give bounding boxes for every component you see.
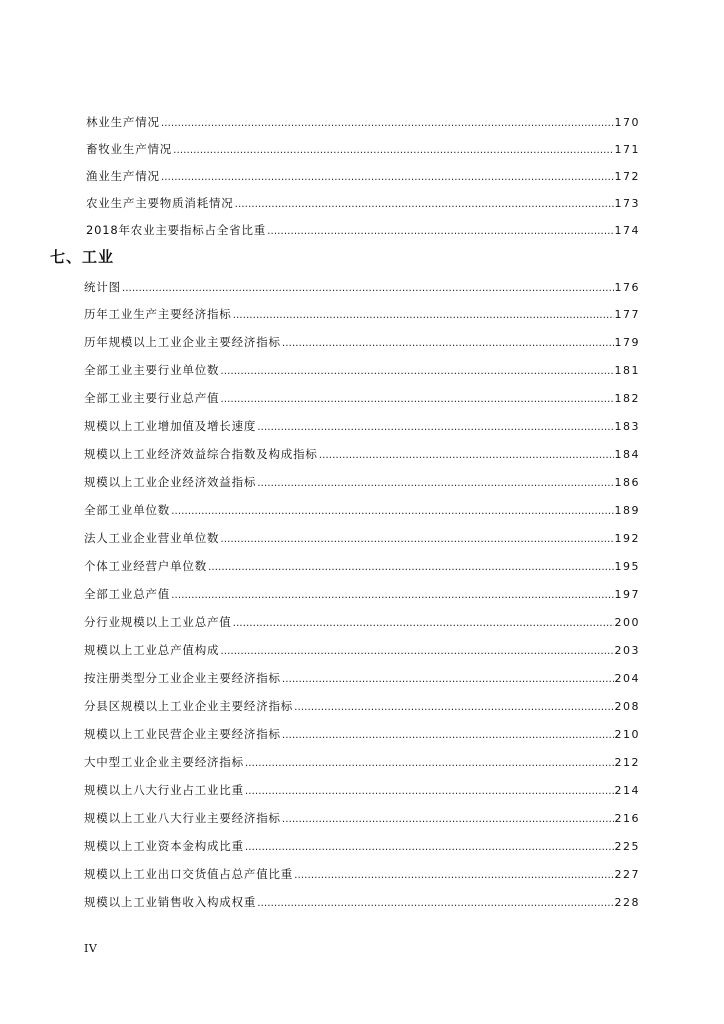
toc-entry-title: 统计图: [84, 280, 121, 294]
toc-leader-dots: [235, 199, 614, 210]
toc-entry-page: 171: [614, 143, 640, 156]
toc-leader-dots: [267, 226, 613, 237]
toc-entry-title: 渔业生产情况: [86, 169, 160, 183]
toc-leader-dots: [282, 674, 614, 685]
toc-entry[interactable]: [84, 894, 640, 912]
toc-entry[interactable]: [84, 838, 640, 856]
toc-entry-title: 按注册类型分工业企业主要经济指标: [84, 671, 281, 685]
toc-leader-dots: [282, 338, 614, 349]
toc-entry[interactable]: [84, 446, 640, 464]
toc-entry[interactable]: [84, 279, 640, 297]
toc-entry-title: 历年工业生产主要经济指标: [84, 307, 232, 321]
page-number: IV: [84, 942, 98, 955]
toc-entry[interactable]: [86, 141, 640, 159]
toc-entry-page: 189: [614, 504, 640, 517]
toc-entry[interactable]: [86, 222, 640, 240]
toc-entry-page: 186: [614, 476, 640, 489]
toc-entry[interactable]: [84, 782, 640, 800]
toc-entry-title: 全部工业总产值: [84, 587, 171, 601]
toc-leader-dots: [233, 618, 614, 629]
toc-entry-title: 法人工业企业营业单位数: [84, 531, 220, 545]
toc-leader-dots: [257, 898, 613, 909]
toc-entry[interactable]: [86, 195, 640, 213]
toc-entry[interactable]: [84, 502, 640, 520]
toc-entry-page: 182: [614, 392, 640, 405]
toc-entry[interactable]: [86, 168, 640, 186]
toc-entry-page: 212: [614, 756, 640, 769]
toc-leader-dots: [257, 478, 613, 489]
toc-leader-dots: [220, 394, 613, 405]
toc-leader-dots: [208, 562, 614, 573]
toc-entry[interactable]: [84, 306, 640, 324]
toc-entry[interactable]: [84, 586, 640, 604]
toc-entry-title: 历年规模以上工业企业主要经济指标: [84, 335, 281, 349]
toc-entry[interactable]: [84, 670, 640, 688]
toc-entry-title: 全部工业主要行业单位数: [84, 363, 220, 377]
toc-entry-page: 172: [614, 170, 640, 183]
toc-leader-dots: [220, 646, 613, 657]
toc-entry-title: 规模以上工业销售收入构成权重: [84, 895, 257, 909]
toc-entry-title: 畜牧业生产情况: [86, 142, 173, 156]
toc-entry-page: 181: [614, 364, 640, 377]
toc-leader-dots: [245, 758, 614, 769]
toc-leader-dots: [245, 786, 614, 797]
toc-entry-title: 全部工业单位数: [84, 503, 171, 517]
toc-entry-page: 203: [614, 644, 640, 657]
toc-entry-page: 177: [614, 308, 640, 321]
toc-entry-page: 173: [614, 197, 640, 210]
toc-entry-title: 规模以上工业八大行业主要经济指标: [84, 811, 281, 825]
toc-entry-title: 规模以上八大行业占工业比重: [84, 783, 244, 797]
toc-leader-dots: [161, 172, 614, 183]
toc-leader-dots: [161, 118, 614, 129]
toc-leader-dots: [294, 870, 613, 881]
toc-entry-page: 176: [614, 281, 640, 294]
toc-entry-page: 216: [614, 812, 640, 825]
toc-entry-page: 227: [614, 868, 640, 881]
toc-leader-dots: [245, 842, 614, 853]
toc-entry-page: 174: [614, 224, 640, 237]
toc-entry-page: 210: [614, 728, 640, 741]
toc-entry[interactable]: [84, 642, 640, 660]
toc-entry-page: 195: [614, 560, 640, 573]
toc-entry-page: 225: [614, 840, 640, 853]
toc-leader-dots: [173, 145, 613, 156]
toc-leader-dots: [319, 450, 614, 461]
toc-entry[interactable]: [84, 558, 640, 576]
toc-entry-page: 197: [614, 588, 640, 601]
section-heading: 七、工业: [50, 248, 115, 266]
toc-entry-title: 分县区规模以上工业企业主要经济指标: [84, 699, 294, 713]
toc-entry[interactable]: [84, 474, 640, 492]
toc-entry[interactable]: [84, 754, 640, 772]
toc-entry-title: 规模以上工业出口交货值占总产值比重: [84, 867, 294, 881]
toc-leader-dots: [220, 534, 613, 545]
toc-entry[interactable]: [84, 334, 640, 352]
toc-entry-title: 全部工业主要行业总产值: [84, 391, 220, 405]
toc-entry-page: 179: [614, 336, 640, 349]
toc-leader-dots: [220, 366, 613, 377]
toc-entry[interactable]: [84, 866, 640, 884]
toc-leader-dots: [282, 730, 614, 741]
toc-entry-page: 200: [614, 616, 640, 629]
toc-entry-title: 规模以上工业资本金构成比重: [84, 839, 244, 853]
toc-leader-dots: [233, 310, 614, 321]
toc-entry-title: 大中型工业企业主要经济指标: [84, 755, 244, 769]
toc-entry-title: 规模以上工业总产值构成: [84, 643, 220, 657]
toc-entry-page: 228: [614, 896, 640, 909]
toc-entry-page: 170: [614, 116, 640, 129]
toc-entry-title: 规模以上工业企业经济效益指标: [84, 475, 257, 489]
toc-entry-page: 208: [614, 700, 640, 713]
toc-leader-dots: [294, 702, 613, 713]
toc-entry-title: 规模以上工业经济效益综合指数及构成指标: [84, 447, 318, 461]
toc-entry[interactable]: [84, 418, 640, 436]
toc-entry-page: 183: [614, 420, 640, 433]
toc-entry-title: 规模以上工业民营企业主要经济指标: [84, 727, 281, 741]
toc-entry-title: 林业生产情况: [86, 115, 160, 129]
toc-entry-page: 192: [614, 532, 640, 545]
toc-entry-title: 2018年农业主要指标占全省比重: [86, 223, 267, 237]
toc-entry[interactable]: [84, 390, 640, 408]
toc-leader-dots: [257, 422, 613, 433]
toc-entry[interactable]: [84, 614, 640, 632]
toc-leader-dots: [122, 283, 614, 294]
toc-entry[interactable]: [84, 530, 640, 548]
toc-leader-dots: [171, 506, 613, 517]
toc-entry-title: 规模以上工业增加值及增长速度: [84, 419, 257, 433]
toc-leader-dots: [282, 814, 614, 825]
toc-entry-title: 个体工业经营户单位数: [84, 559, 207, 573]
toc-entry-title: 农业生产主要物质消耗情况: [86, 196, 234, 210]
toc-leader-dots: [171, 590, 613, 601]
toc-entry-title: 分行业规模以上工业总产值: [84, 615, 232, 629]
toc-entry[interactable]: [84, 810, 640, 828]
toc-entry-page: 184: [614, 448, 640, 461]
toc-entry[interactable]: [84, 726, 640, 744]
toc-entry[interactable]: [84, 698, 640, 716]
toc-entry[interactable]: [84, 362, 640, 380]
toc-entry-page: 204: [614, 672, 640, 685]
toc-entry[interactable]: [86, 114, 640, 132]
toc-entry-page: 214: [614, 784, 640, 797]
